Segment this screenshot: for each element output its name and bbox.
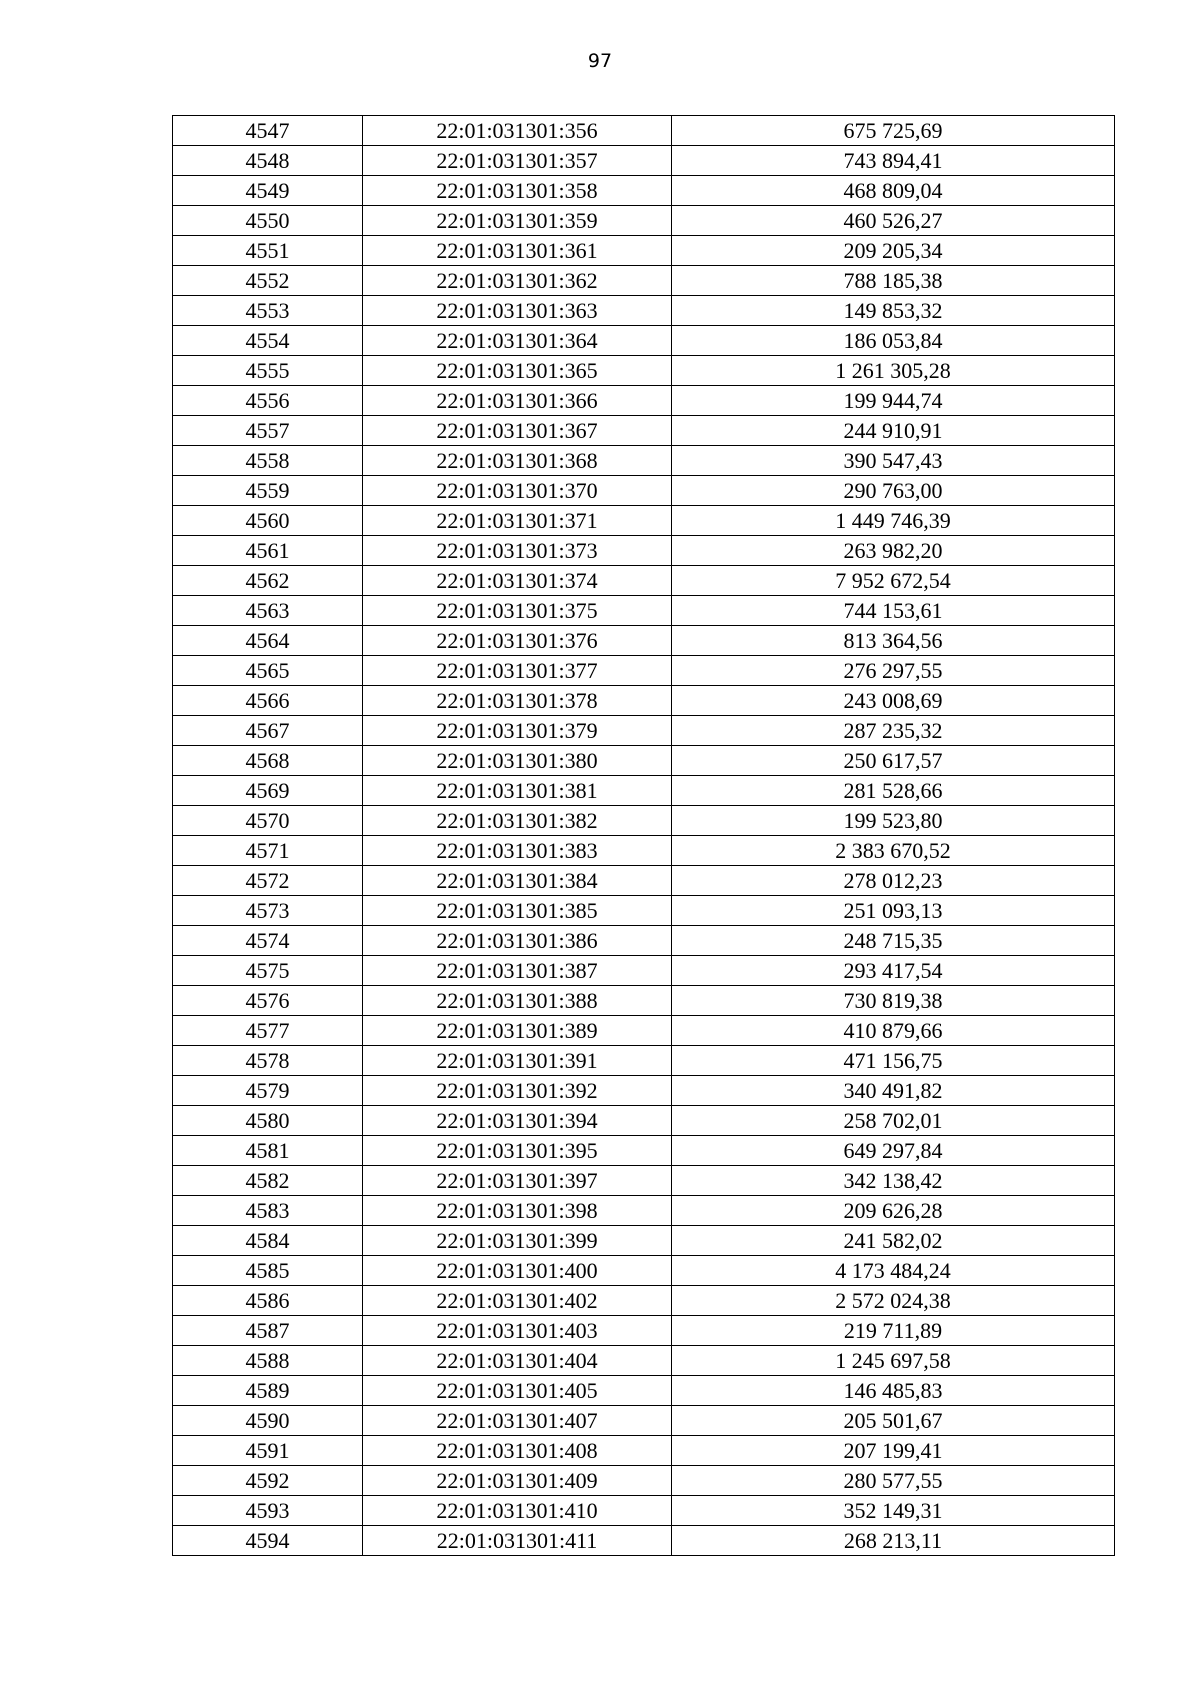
cadastral-number-cell: 22:01:031301:368 xyxy=(363,446,672,476)
cadastral-value-cell: 276 297,55 xyxy=(672,656,1115,686)
row-number-cell: 4563 xyxy=(173,596,363,626)
cadastral-number-cell: 22:01:031301:388 xyxy=(363,986,672,1016)
row-number-cell: 4590 xyxy=(173,1406,363,1436)
row-number-cell: 4551 xyxy=(173,236,363,266)
cadastral-number-cell: 22:01:031301:366 xyxy=(363,386,672,416)
table-row xyxy=(173,1106,1115,1136)
row-number-cell: 4567 xyxy=(173,716,363,746)
cadastral-number-cell: 22:01:031301:381 xyxy=(363,776,672,806)
table-row xyxy=(173,416,1115,446)
table-row xyxy=(173,1286,1115,1316)
table-row xyxy=(173,1076,1115,1106)
cadastral-value-cell: 813 364,56 xyxy=(672,626,1115,656)
table-row xyxy=(173,146,1115,176)
table-row xyxy=(173,956,1115,986)
row-number-cell: 4585 xyxy=(173,1256,363,1286)
cadastral-value-cell: 2 572 024,38 xyxy=(672,1286,1115,1316)
table-row xyxy=(173,356,1115,386)
row-number-cell: 4589 xyxy=(173,1376,363,1406)
cadastral-value-cell: 743 894,41 xyxy=(672,146,1115,176)
row-number-cell: 4586 xyxy=(173,1286,363,1316)
table-row xyxy=(173,116,1115,146)
cadastral-value-cell: 219 711,89 xyxy=(672,1316,1115,1346)
row-number-cell: 4592 xyxy=(173,1466,363,1496)
table-row xyxy=(173,176,1115,206)
cadastral-value-cell: 209 205,34 xyxy=(672,236,1115,266)
cadastral-value-cell: 258 702,01 xyxy=(672,1106,1115,1136)
cadastral-value-cell: 471 156,75 xyxy=(672,1046,1115,1076)
cadastral-number-cell: 22:01:031301:378 xyxy=(363,686,672,716)
cadastral-number-cell: 22:01:031301:391 xyxy=(363,1046,672,1076)
cadastral-value-cell: 460 526,27 xyxy=(672,206,1115,236)
row-number-cell: 4582 xyxy=(173,1166,363,1196)
table-row xyxy=(173,266,1115,296)
row-number-cell: 4555 xyxy=(173,356,363,386)
cadastral-value-cell: 468 809,04 xyxy=(672,176,1115,206)
table-row xyxy=(173,1526,1115,1556)
cadastral-number-cell: 22:01:031301:363 xyxy=(363,296,672,326)
cadastral-value-cell: 241 582,02 xyxy=(672,1226,1115,1256)
cadastral-value-cell: 251 093,13 xyxy=(672,896,1115,926)
table-row xyxy=(173,1016,1115,1046)
page-number: 97 xyxy=(587,50,613,72)
table-row xyxy=(173,566,1115,596)
row-number-cell: 4580 xyxy=(173,1106,363,1136)
cadastral-value-cell: 788 185,38 xyxy=(672,266,1115,296)
cadastral-number-cell: 22:01:031301:364 xyxy=(363,326,672,356)
row-number-cell: 4564 xyxy=(173,626,363,656)
row-number-cell: 4577 xyxy=(173,1016,363,1046)
table-row xyxy=(173,506,1115,536)
row-number-cell: 4560 xyxy=(173,506,363,536)
table-row xyxy=(173,1436,1115,1466)
cadastral-value-cell: 390 547,43 xyxy=(672,446,1115,476)
row-number-cell: 4573 xyxy=(173,896,363,926)
cadastral-value-cell: 2 383 670,52 xyxy=(672,836,1115,866)
table-row xyxy=(173,1376,1115,1406)
cadastral-value-cell: 4 173 484,24 xyxy=(672,1256,1115,1286)
cadastral-value-cell: 207 199,41 xyxy=(672,1436,1115,1466)
table-row xyxy=(173,296,1115,326)
table-row xyxy=(173,476,1115,506)
cadastral-value-cell: 146 485,83 xyxy=(672,1376,1115,1406)
table-row xyxy=(173,536,1115,566)
cadastral-value-cell: 7 952 672,54 xyxy=(672,566,1115,596)
cadastral-number-cell: 22:01:031301:359 xyxy=(363,206,672,236)
cadastral-value-table xyxy=(172,115,1115,1556)
table-row xyxy=(173,1496,1115,1526)
cadastral-value-cell: 205 501,67 xyxy=(672,1406,1115,1436)
table-row xyxy=(173,656,1115,686)
table-row xyxy=(173,596,1115,626)
table-row xyxy=(173,1166,1115,1196)
cadastral-number-cell: 22:01:031301:384 xyxy=(363,866,672,896)
cadastral-number-cell: 22:01:031301:380 xyxy=(363,746,672,776)
table-row xyxy=(173,986,1115,1016)
cadastral-value-cell: 263 982,20 xyxy=(672,536,1115,566)
row-number-cell: 4575 xyxy=(173,956,363,986)
cadastral-number-cell: 22:01:031301:398 xyxy=(363,1196,672,1226)
row-number-cell: 4565 xyxy=(173,656,363,686)
cadastral-value-cell: 199 944,74 xyxy=(672,386,1115,416)
table-row xyxy=(173,1256,1115,1286)
row-number-cell: 4591 xyxy=(173,1436,363,1466)
row-number-cell: 4584 xyxy=(173,1226,363,1256)
row-number-cell: 4574 xyxy=(173,926,363,956)
cadastral-number-cell: 22:01:031301:399 xyxy=(363,1226,672,1256)
cadastral-number-cell: 22:01:031301:367 xyxy=(363,416,672,446)
table-row xyxy=(173,386,1115,416)
cadastral-value-cell: 649 297,84 xyxy=(672,1136,1115,1166)
table-row xyxy=(173,776,1115,806)
cadastral-value-cell: 1 449 746,39 xyxy=(672,506,1115,536)
cadastral-number-cell: 22:01:031301:370 xyxy=(363,476,672,506)
cadastral-value-cell: 342 138,42 xyxy=(672,1166,1115,1196)
cadastral-number-cell: 22:01:031301:374 xyxy=(363,566,672,596)
cadastral-value-cell: 290 763,00 xyxy=(672,476,1115,506)
row-number-cell: 4557 xyxy=(173,416,363,446)
cadastral-number-cell: 22:01:031301:365 xyxy=(363,356,672,386)
table-row xyxy=(173,626,1115,656)
cadastral-number-cell: 22:01:031301:356 xyxy=(363,116,672,146)
row-number-cell: 4559 xyxy=(173,476,363,506)
cadastral-number-cell: 22:01:031301:371 xyxy=(363,506,672,536)
cadastral-value-cell: 244 910,91 xyxy=(672,416,1115,446)
table-row xyxy=(173,896,1115,926)
cadastral-number-cell: 22:01:031301:389 xyxy=(363,1016,672,1046)
cadastral-number-cell: 22:01:031301:375 xyxy=(363,596,672,626)
cadastral-value-cell: 248 715,35 xyxy=(672,926,1115,956)
table-row xyxy=(173,1226,1115,1256)
cadastral-value-cell: 149 853,32 xyxy=(672,296,1115,326)
row-number-cell: 4562 xyxy=(173,566,363,596)
cadastral-number-cell: 22:01:031301:402 xyxy=(363,1286,672,1316)
row-number-cell: 4583 xyxy=(173,1196,363,1226)
cadastral-number-cell: 22:01:031301:404 xyxy=(363,1346,672,1376)
cadastral-value-cell: 281 528,66 xyxy=(672,776,1115,806)
cadastral-number-cell: 22:01:031301:411 xyxy=(363,1526,672,1556)
cadastral-number-cell: 22:01:031301:377 xyxy=(363,656,672,686)
row-number-cell: 4587 xyxy=(173,1316,363,1346)
cadastral-value-cell: 209 626,28 xyxy=(672,1196,1115,1226)
cadastral-number-cell: 22:01:031301:373 xyxy=(363,536,672,566)
row-number-cell: 4581 xyxy=(173,1136,363,1166)
cadastral-number-cell: 22:01:031301:358 xyxy=(363,176,672,206)
cadastral-value-cell: 250 617,57 xyxy=(672,746,1115,776)
cadastral-number-cell: 22:01:031301:392 xyxy=(363,1076,672,1106)
table-row xyxy=(173,326,1115,356)
cadastral-number-cell: 22:01:031301:382 xyxy=(363,806,672,836)
cadastral-number-cell: 22:01:031301:387 xyxy=(363,956,672,986)
cadastral-number-cell: 22:01:031301:410 xyxy=(363,1496,672,1526)
row-number-cell: 4593 xyxy=(173,1496,363,1526)
cadastral-number-cell: 22:01:031301:403 xyxy=(363,1316,672,1346)
cadastral-value-cell: 243 008,69 xyxy=(672,686,1115,716)
row-number-cell: 4561 xyxy=(173,536,363,566)
cadastral-number-cell: 22:01:031301:376 xyxy=(363,626,672,656)
table-row xyxy=(173,1346,1115,1376)
table-row xyxy=(173,1466,1115,1496)
row-number-cell: 4568 xyxy=(173,746,363,776)
cadastral-value-cell: 675 725,69 xyxy=(672,116,1115,146)
table-row xyxy=(173,806,1115,836)
table-row xyxy=(173,236,1115,266)
cadastral-number-cell: 22:01:031301:408 xyxy=(363,1436,672,1466)
cadastral-number-cell: 22:01:031301:383 xyxy=(363,836,672,866)
cadastral-value-cell: 293 417,54 xyxy=(672,956,1115,986)
cadastral-value-cell: 340 491,82 xyxy=(672,1076,1115,1106)
cadastral-value-cell: 1 261 305,28 xyxy=(672,356,1115,386)
row-number-cell: 4594 xyxy=(173,1526,363,1556)
table-row xyxy=(173,686,1115,716)
row-number-cell: 4547 xyxy=(173,116,363,146)
cadastral-number-cell: 22:01:031301:400 xyxy=(363,1256,672,1286)
row-number-cell: 4578 xyxy=(173,1046,363,1076)
table-row xyxy=(173,1136,1115,1166)
cadastral-number-cell: 22:01:031301:409 xyxy=(363,1466,672,1496)
row-number-cell: 4554 xyxy=(173,326,363,356)
row-number-cell: 4579 xyxy=(173,1076,363,1106)
table-row xyxy=(173,746,1115,776)
row-number-cell: 4572 xyxy=(173,866,363,896)
table-row xyxy=(173,206,1115,236)
table-body xyxy=(173,116,1115,1556)
cadastral-value-cell: 730 819,38 xyxy=(672,986,1115,1016)
cadastral-number-cell: 22:01:031301:397 xyxy=(363,1166,672,1196)
cadastral-value-cell: 280 577,55 xyxy=(672,1466,1115,1496)
table-row xyxy=(173,1316,1115,1346)
table-row xyxy=(173,866,1115,896)
cadastral-number-cell: 22:01:031301:386 xyxy=(363,926,672,956)
row-number-cell: 4553 xyxy=(173,296,363,326)
row-number-cell: 4576 xyxy=(173,986,363,1016)
cadastral-number-cell: 22:01:031301:379 xyxy=(363,716,672,746)
row-number-cell: 4566 xyxy=(173,686,363,716)
cadastral-number-cell: 22:01:031301:405 xyxy=(363,1376,672,1406)
cadastral-value-cell: 199 523,80 xyxy=(672,806,1115,836)
row-number-cell: 4548 xyxy=(173,146,363,176)
cadastral-value-cell: 186 053,84 xyxy=(672,326,1115,356)
cadastral-value-cell: 1 245 697,58 xyxy=(672,1346,1115,1376)
row-number-cell: 4571 xyxy=(173,836,363,866)
cadastral-value-cell: 268 213,11 xyxy=(672,1526,1115,1556)
cadastral-number-cell: 22:01:031301:362 xyxy=(363,266,672,296)
table-row xyxy=(173,1196,1115,1226)
cadastral-number-cell: 22:01:031301:395 xyxy=(363,1136,672,1166)
table-row xyxy=(173,716,1115,746)
table-row xyxy=(173,926,1115,956)
cadastral-value-cell: 278 012,23 xyxy=(672,866,1115,896)
cadastral-number-cell: 22:01:031301:407 xyxy=(363,1406,672,1436)
cadastral-value-cell: 352 149,31 xyxy=(672,1496,1115,1526)
cadastral-number-cell: 22:01:031301:394 xyxy=(363,1106,672,1136)
row-number-cell: 4552 xyxy=(173,266,363,296)
table-row xyxy=(173,1406,1115,1436)
row-number-cell: 4569 xyxy=(173,776,363,806)
row-number-cell: 4570 xyxy=(173,806,363,836)
row-number-cell: 4556 xyxy=(173,386,363,416)
row-number-cell: 4549 xyxy=(173,176,363,206)
table-row xyxy=(173,446,1115,476)
cadastral-value-cell: 410 879,66 xyxy=(672,1016,1115,1046)
row-number-cell: 4558 xyxy=(173,446,363,476)
cadastral-number-cell: 22:01:031301:357 xyxy=(363,146,672,176)
cadastral-number-cell: 22:01:031301:361 xyxy=(363,236,672,266)
row-number-cell: 4588 xyxy=(173,1346,363,1376)
table-row xyxy=(173,836,1115,866)
table-row xyxy=(173,1046,1115,1076)
cadastral-value-cell: 744 153,61 xyxy=(672,596,1115,626)
cadastral-number-cell: 22:01:031301:385 xyxy=(363,896,672,926)
row-number-cell: 4550 xyxy=(173,206,363,236)
cadastral-value-cell: 287 235,32 xyxy=(672,716,1115,746)
